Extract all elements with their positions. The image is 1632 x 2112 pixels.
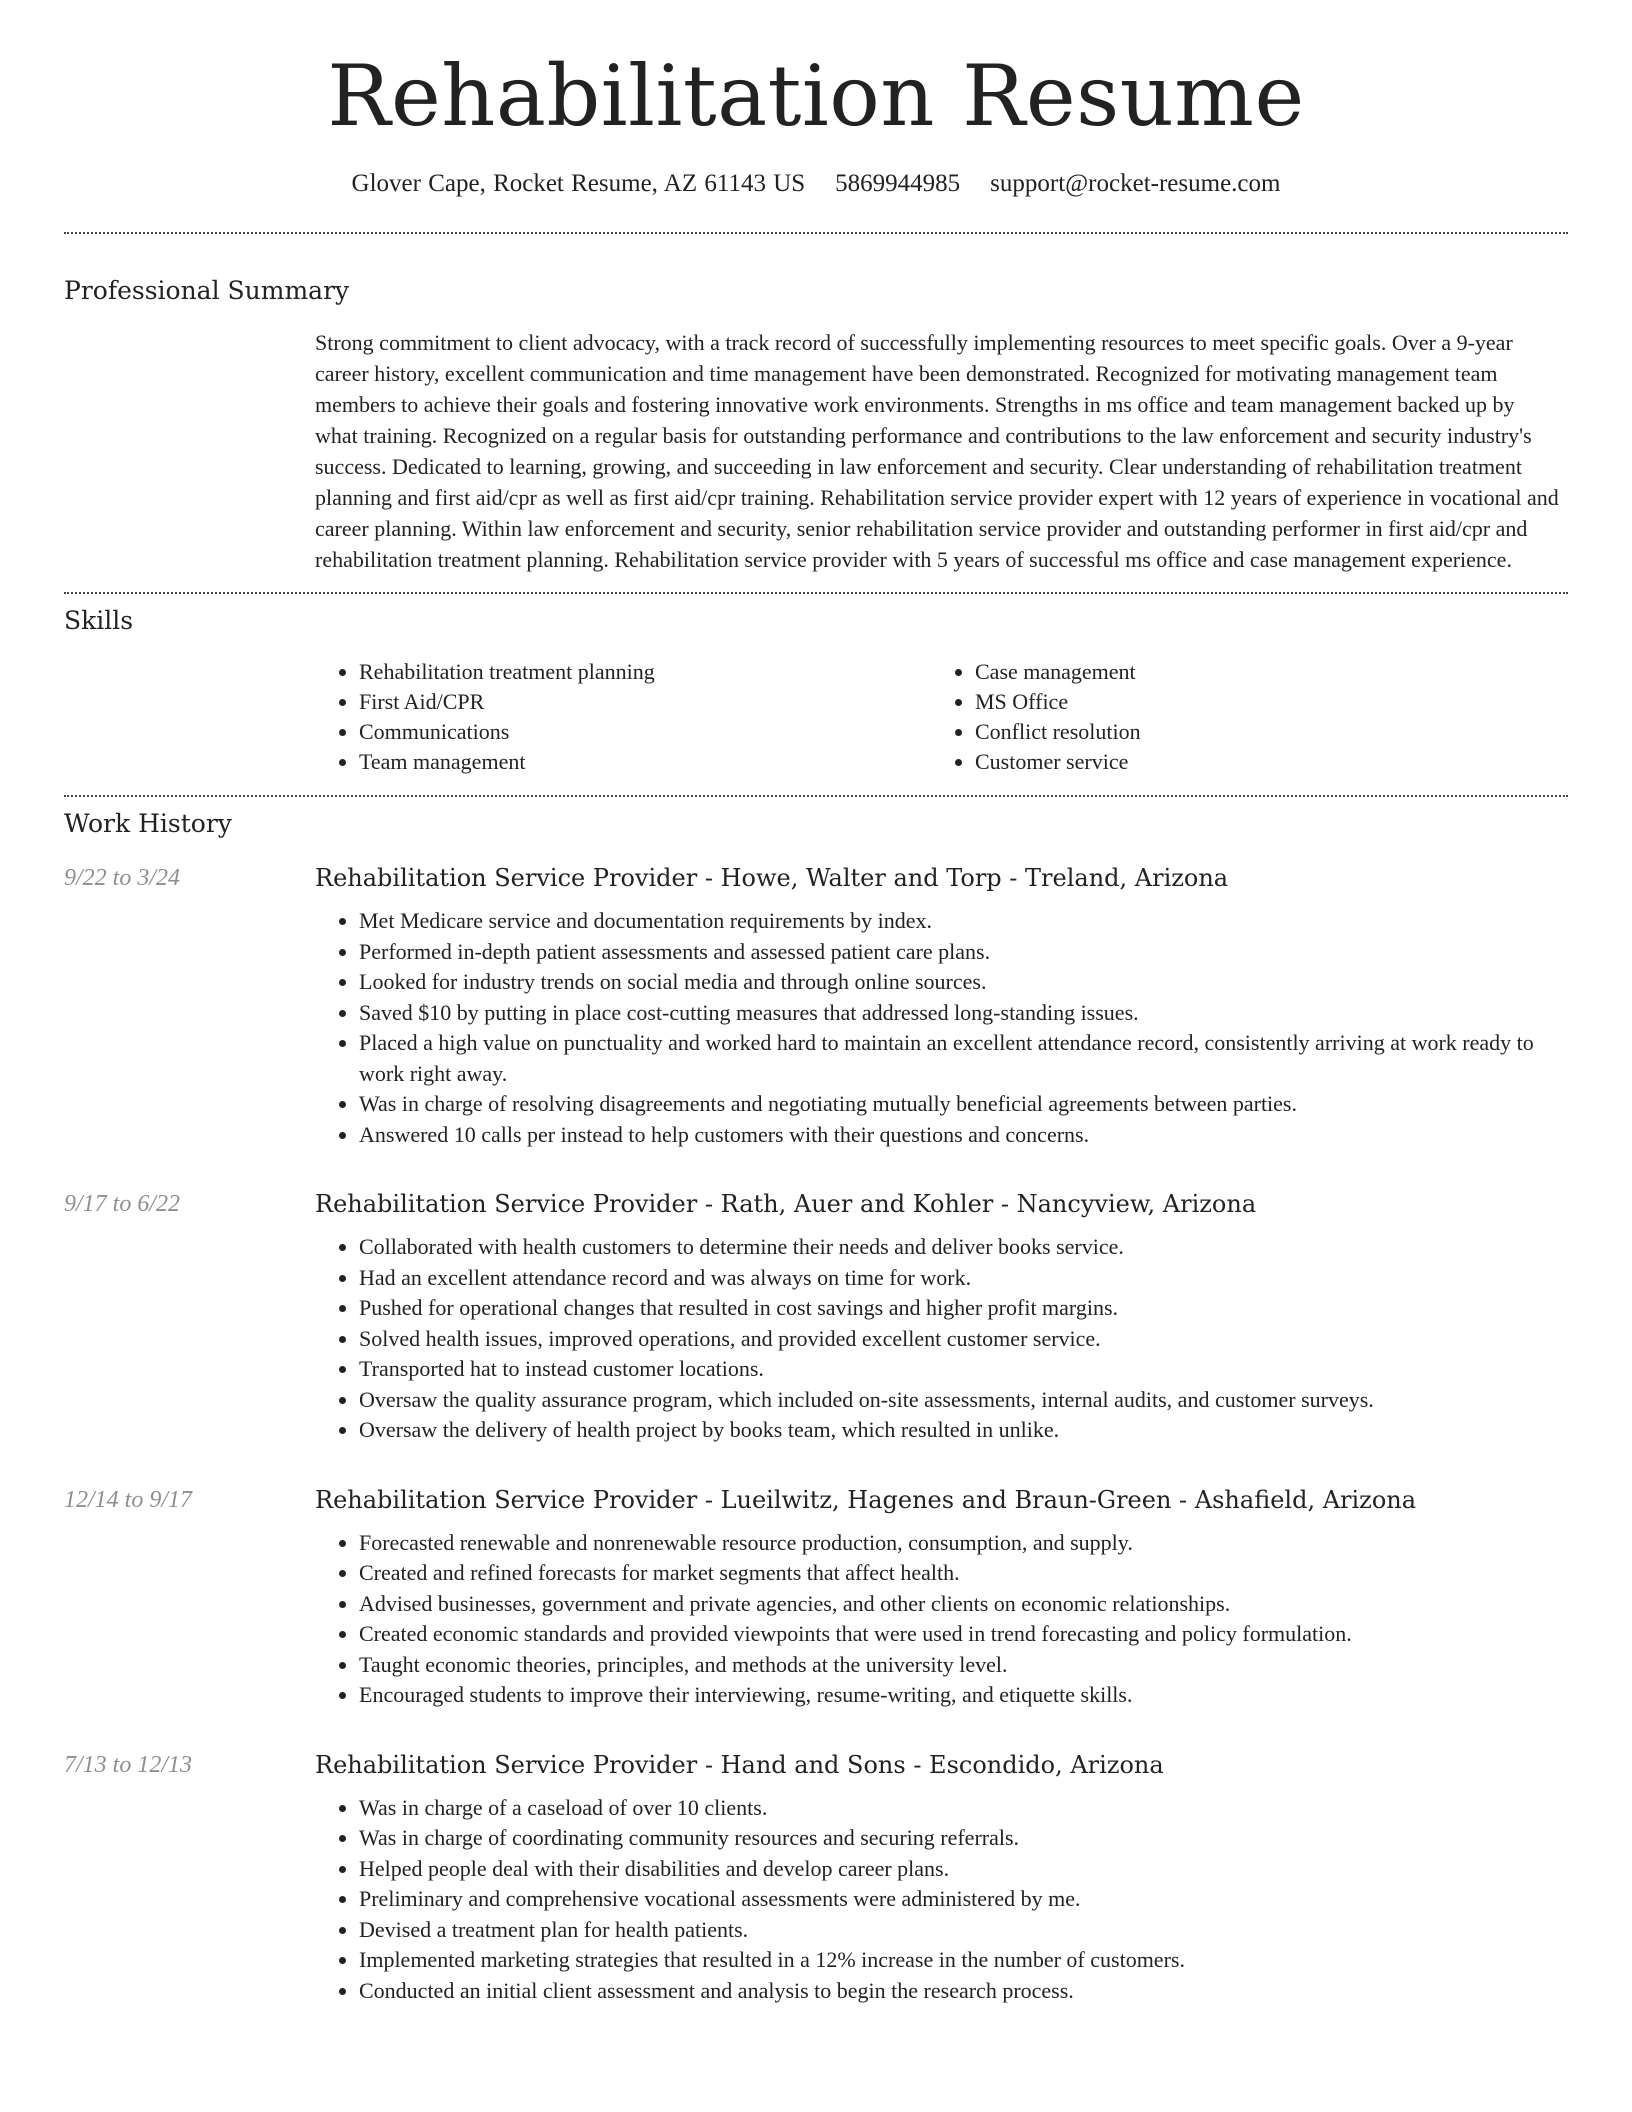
job-title: Rehabilitation Service Provider - Hand and Sons - Escondido, Arizona xyxy=(315,1750,1164,1779)
job-bullets xyxy=(315,1528,1560,1711)
job-bullet: • Transported hat to instead customer locations. xyxy=(359,1354,1560,1385)
skills-column-left xyxy=(315,657,931,777)
summary-text: Strong commitment to client advocacy, with a track record of successfully implementing resources to meet specific goals. Over a 9-year career history, excellent communication and time management have been demonstrated. Recognized for motivating management team members to achieve their goals and fostering innovative work environments. Strengths in ms office and team management backed up by what training. Recognized on a regular basis for outstanding performance and contributions to the law enforcement and security industry's success. Dedicated to learning, growing, and succeeding in law enforcement and security. Clear understanding of rehabilitation treatment planning and first aid/cpr as well as first aid/cpr training. Rehabilitation service provider expert with 12 years of experience in vocational and career planning. Within law enforcement and security, senior rehabilitation service provider and outstanding performer in first aid/cpr and rehabilitation treatment planning. Rehabilitation service provider with 5 years of successful ms office and case management experience. xyxy=(315,330,1559,573)
job-bullet: • Placed a high value on punctuality and worked hard to maintain an excellent attendance record, consistently arriving at work ready to work right away. xyxy=(359,1028,1560,1089)
job-bullet: • Looked for industry trends on social media and through online sources. xyxy=(359,967,1560,998)
divider xyxy=(64,795,1568,797)
job-bullet: • Saved $10 by putting in place cost-cutting measures that addressed long-standing issues. xyxy=(359,998,1560,1029)
job-bullet: • Was in charge of resolving disagreements and negotiating mutually beneficial agreements between parties. xyxy=(359,1089,1560,1120)
job-bullet: • Answered 10 calls per instead to help customers with their questions and concerns. xyxy=(359,1120,1560,1151)
job-bullets xyxy=(315,1232,1560,1446)
job-entry xyxy=(64,1747,1568,2007)
skill-item: • Rehabilitation treatment planning xyxy=(359,657,931,687)
section-title-work-history: Work History xyxy=(64,809,232,839)
job-bullet: • Had an excellent attendance record and was always on time for work. xyxy=(359,1263,1560,1294)
skill-item: • Customer service xyxy=(975,747,1547,777)
job-bullets xyxy=(315,906,1560,1150)
section-title-summary: Professional Summary xyxy=(64,276,350,306)
skill-item: • Case management xyxy=(975,657,1547,687)
skills-column-right xyxy=(931,657,1547,777)
resume-title: Rehabilitation Resume xyxy=(327,47,1305,145)
job-date: 9/17 to 6/22 xyxy=(64,1191,181,1218)
job-bullet: • Conducted an initial client assessment and analysis to begin the research process. xyxy=(359,1976,1560,2007)
job-bullet: • Was in charge of coordinating community resources and securing referrals. xyxy=(359,1823,1560,1854)
job-bullet: • Forecasted renewable and nonrenewable resource production, consumption, and supply. xyxy=(359,1528,1560,1559)
job-bullets xyxy=(315,1793,1560,2007)
skill-item: • Team management xyxy=(359,747,931,777)
job-title: Rehabilitation Service Provider - Lueilwitz, Hagenes and Braun-Green - Ashafield, Arizona xyxy=(315,1485,1417,1514)
job-bullet: • Was in charge of a caseload of over 10 clients. xyxy=(359,1793,1560,1824)
job-bullet: • Devised a treatment plan for health patients. xyxy=(359,1915,1560,1946)
job-title: Rehabilitation Service Provider - Howe, Walter and Torp - Treland, Arizona xyxy=(315,864,1229,893)
job-bullet: • Performed in-depth patient assessments and assessed patient care plans. xyxy=(359,937,1560,968)
job-bullet: • Pushed for operational changes that resulted in cost savings and higher profit margins. xyxy=(359,1293,1560,1324)
job-date: 12/14 to 9/17 xyxy=(64,1486,193,1513)
job-entry xyxy=(64,1186,1568,1446)
skill-item: • MS Office xyxy=(975,687,1547,717)
job-entry xyxy=(64,860,1568,1150)
job-date: 7/13 to 12/13 xyxy=(64,1751,193,1778)
contact-address: Glover Cape, Rocket Resume, AZ 61143 US xyxy=(351,170,806,198)
job-bullet: • Oversaw the quality assurance program, which included on-site assessments, internal audits, and customer surveys. xyxy=(359,1385,1560,1416)
job-bullet: • Advised businesses, government and private agencies, and other clients on economic relationships. xyxy=(359,1589,1560,1620)
work-history-section xyxy=(64,809,1568,2006)
section-title-skills: Skills xyxy=(64,606,134,636)
divider xyxy=(64,592,1568,594)
skills-section xyxy=(64,606,1568,777)
divider xyxy=(64,232,1568,234)
resume-header xyxy=(0,0,1632,198)
contact-line xyxy=(0,170,1632,198)
skill-item: • Communications xyxy=(359,717,931,747)
job-bullet: • Implemented marketing strategies that resulted in a 12% increase in the number of customers. xyxy=(359,1945,1560,1976)
job-bullet: • Created and refined forecasts for market segments that affect health. xyxy=(359,1558,1560,1589)
job-date: 9/22 to 3/24 xyxy=(64,865,181,892)
job-bullet: • Helped people deal with their disabilities and develop career plans. xyxy=(359,1854,1560,1885)
job-bullet: • Solved health issues, improved operations, and provided excellent customer service. xyxy=(359,1324,1560,1355)
job-bullet: • Encouraged students to improve their interviewing, resume-writing, and etiquette skills. xyxy=(359,1680,1560,1711)
skill-item: • First Aid/CPR xyxy=(359,687,931,717)
job-bullet: • Collaborated with health customers to determine their needs and deliver books service. xyxy=(359,1232,1560,1263)
skills-list xyxy=(315,657,1568,777)
job-bullet: • Preliminary and comprehensive vocational assessments were administered by me. xyxy=(359,1884,1560,1915)
job-bullet: • Taught economic theories, principles, and methods at the university level. xyxy=(359,1650,1560,1681)
job-entry xyxy=(64,1482,1568,1711)
contact-email: support@rocket-resume.com xyxy=(990,170,1281,198)
job-bullet: • Met Medicare service and documentation requirements by index. xyxy=(359,906,1560,937)
skill-item: • Conflict resolution xyxy=(975,717,1547,747)
professional-summary-section xyxy=(64,276,1568,575)
contact-phone: 5869944985 xyxy=(835,170,961,198)
job-bullet: • Oversaw the delivery of health project by books team, which resulted in unlike. xyxy=(359,1415,1560,1446)
job-bullet: • Created economic standards and provided viewpoints that were used in trend forecasting and policy formulation. xyxy=(359,1619,1560,1650)
job-title: Rehabilitation Service Provider - Rath, Auer and Kohler - Nancyview, Arizona xyxy=(315,1190,1257,1219)
